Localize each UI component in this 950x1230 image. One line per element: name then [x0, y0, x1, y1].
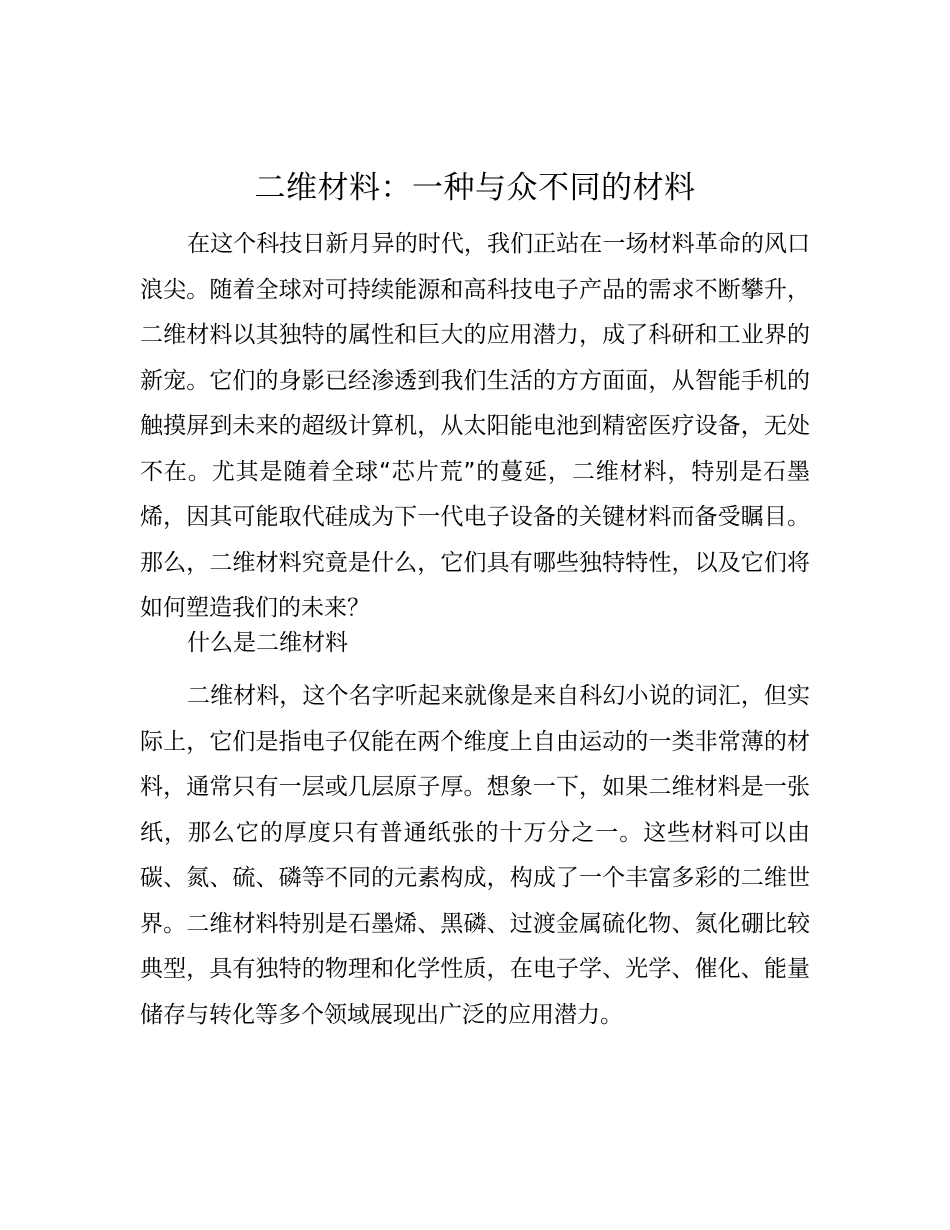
document-title: 二维材料：一种与众不同的材料 [254, 170, 696, 206]
intro-paragraph: 在这个科技日新月异的时代，我们正站在一场材料革命的风口浪尖。随着全球对可持续能源和高科技电子产品的需求不断攀升，二维材料以其独特的属性和巨大的应用潜力，成了科研和工业界的新宠。它们的身影已经渗透到我们生活的方方面面，从智能手机的触摸屏到未来的超级计算机，从太阳能电池到精密医疗设备，无处不在。尤其是随着全球“芯片荒”的蔓延，二维材料，特别是石墨烯，因其可能取代硅成为下一代电子设备的关键材料而备受瞩目。那么，二维材料究竟是什么，它们具有哪些独特特性，以及它们将如何塑造我们的未来？ [140, 231, 810, 621]
definition-paragraph: 二维材料，这个名字听起来就像是来自科幻小说的词汇，但实际上，它们是指电子仅能在两个维度上自由运动的一类非常薄的材料，通常只有一层或几层原子厚。想象一下，如果二维材料是一张纸，那么它的厚度只有普通纸张的十万分之一。这些材料可以由碳、氮、硫、磷等不同的元素构成，构成了一个丰富多彩的二维世界。二维材料特别是石墨烯、黑磷、过渡金属硫化物、氮化硼比较典型，具有独特的物理和化学性质，在电子学、光学、催化、能量储存与转化等多个领域展现出广泛的应用潜力。 [140, 683, 810, 1028]
section-heading: 什么是二维材料 [187, 630, 348, 656]
